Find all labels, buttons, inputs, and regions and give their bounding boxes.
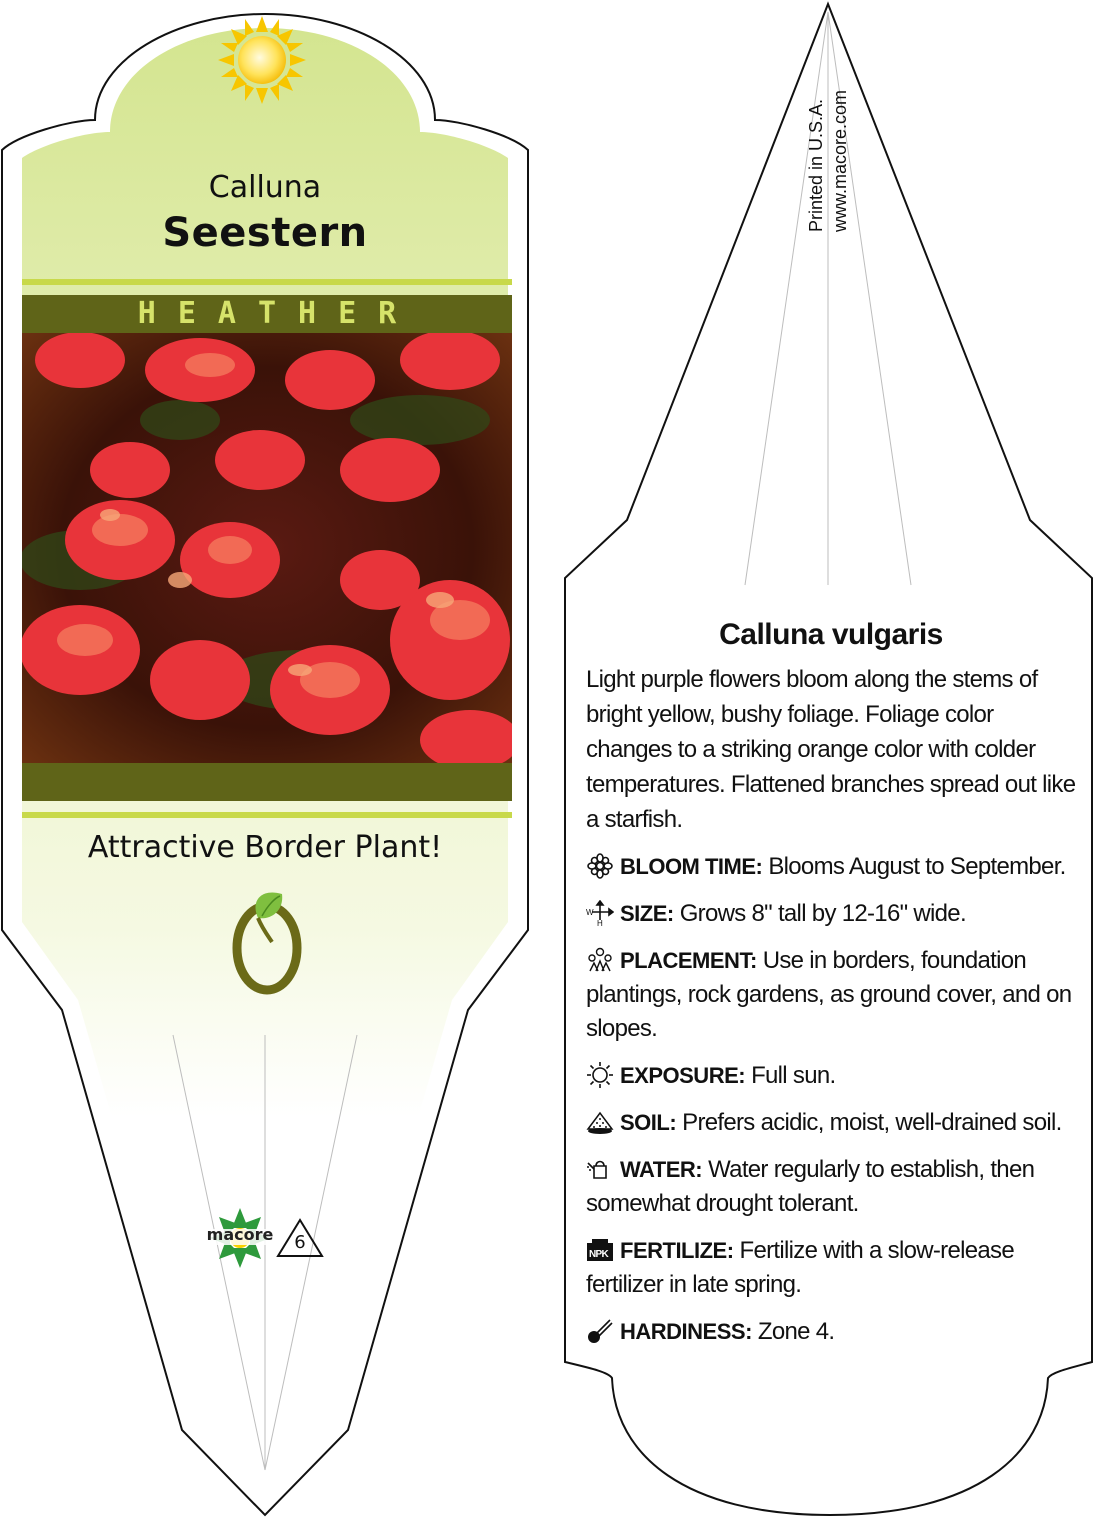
back-care-info: [586, 618, 1076, 1349]
sun-exposure-icon: [586, 1062, 614, 1088]
front-plant-type: HEATHER: [137, 296, 419, 331]
printed-in: Printed in U.S.A.: [806, 98, 826, 232]
front-cultivar: Seestern: [162, 210, 368, 256]
attr-water: WATER: Water regularly to establish, then somewhat drought tolerant.: [586, 1156, 1035, 1217]
svg-text:W: W: [586, 908, 593, 917]
plant-photo: [20, 330, 520, 770]
size-icon: [586, 900, 614, 926]
attr-bloom-time: BLOOM TIME: Blooms August to September.: [586, 850, 1076, 884]
flower-icon: [586, 853, 614, 879]
svg-text:NPK: NPK: [589, 1249, 609, 1260]
full-sun-icon: [218, 16, 306, 104]
attr-hardiness: HARDINESS: Zone 4.: [586, 1315, 1076, 1349]
soil-icon: [586, 1109, 614, 1135]
website: www.macore.com: [830, 89, 850, 232]
brand-name: macore: [206, 1225, 274, 1244]
attr-placement: PLACEMENT: Use in borders, foundation plantings, rock gardens, as ground cover, and on slopes.: [586, 947, 1072, 1042]
placement-icon: [586, 947, 614, 973]
watering-can-icon: [586, 1156, 614, 1182]
front-tagline: Attractive Border Plant!: [87, 830, 443, 865]
bottom-band: [22, 763, 512, 801]
npk-fertilizer-icon: [586, 1237, 614, 1263]
recycle-code: 6: [294, 1232, 306, 1253]
attr-exposure: EXPOSURE: Full sun.: [586, 1059, 1076, 1093]
botanical-name: Calluna vulgaris: [719, 618, 943, 651]
attr-size: W H SIZE: Grows 8" tall by 12-16" wide.: [586, 900, 966, 927]
svg-text:H: H: [597, 919, 603, 926]
front-genus: Calluna: [208, 170, 322, 205]
thermometer-icon: [586, 1318, 614, 1344]
plant-description: Light purple flowers bloom along the stems of bright yellow, bushy foliage. Foliage color changes to a striking orange color with colder temperatures. Flattened branches spread out like a starfish.: [586, 666, 1076, 833]
attr-soil: SOIL: Prefers acidic, moist, well-drained soil.: [586, 1106, 1076, 1140]
attr-fertilize: NPK FERTILIZE: Fertilize with a slow-release fertilizer in late spring.: [586, 1237, 1014, 1298]
